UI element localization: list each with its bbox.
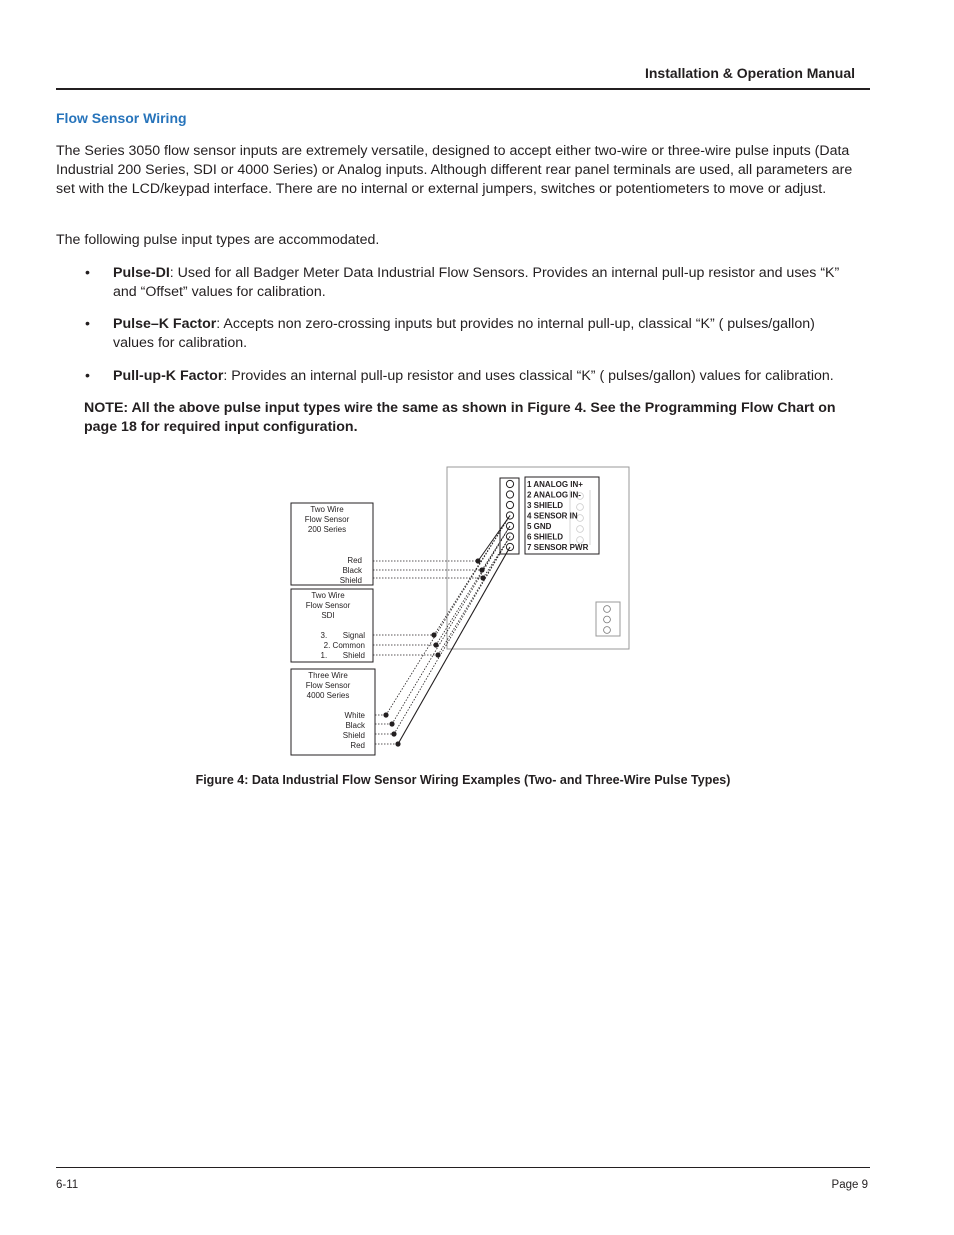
wire-label: Shield bbox=[339, 576, 362, 585]
bullet-dot: • bbox=[85, 265, 90, 281]
sensor-4000-title: 4000 Series bbox=[306, 691, 350, 700]
accommodated-paragraph: The following pulse input types are accommodated. bbox=[56, 232, 380, 248]
wire-label: Black bbox=[342, 566, 362, 575]
wire-label: Shield bbox=[342, 731, 365, 740]
terminal-label: 3 SHIELD bbox=[527, 501, 564, 510]
wires-200-series bbox=[373, 516, 510, 579]
terminal-label: 2 ANALOG IN- bbox=[527, 490, 581, 500]
wire-label: 3. Signal bbox=[320, 631, 365, 640]
bullet-text: : Used for all Badger Meter Data Industrial Flow Sensors. Provides an internal pull-up resistor and uses “K” and “Offset” values for calibration. bbox=[113, 265, 840, 300]
sensor-200-title: Two Wire bbox=[310, 505, 344, 514]
wire-label: 1. Shield bbox=[320, 651, 365, 660]
figure-caption: Figure 4: Data Industrial Flow Sensor Wiring Examples (Two- and Three-Wire Pulse Types) bbox=[195, 773, 731, 787]
bullet-dot: • bbox=[85, 316, 90, 332]
terminal-label: 4 SENSOR IN bbox=[527, 511, 578, 521]
section-title: Flow Sensor Wiring bbox=[56, 110, 187, 126]
bullet-text: : Accepts non zero-crossing inputs but provides no internal pull-up, classical “K” ( pulses/gallon) values for calibration. bbox=[113, 316, 815, 351]
sensor-4000-title: Three Wire bbox=[308, 671, 348, 680]
terminal-label: 5 GND bbox=[527, 522, 552, 531]
footer-document-code: 6-11 bbox=[56, 1179, 79, 1191]
intro-paragraph: The Series 3050 flow sensor inputs are extremely versatile, designed to accept either two-wire or three-wire pulse inputs (Data Industrial 200 Series, SDI or 4000 Series) or Analog inputs. Although different rear panel terminals are used, all parameters are set with the LCD/keypad interface. There are no internal or external jumpers, switches or potentiometers to move or adjust. bbox=[56, 143, 853, 197]
sensor-200-title: Flow Sensor bbox=[304, 515, 350, 524]
terminal-label: 6 SHIELD bbox=[527, 532, 564, 542]
terminal-label: 7 SENSOR PWR bbox=[527, 543, 589, 552]
sensor-sdi-title: SDI bbox=[321, 611, 335, 620]
bullet-term: Pull-up-K Factor bbox=[113, 368, 224, 384]
sensor-4000-title: Flow Sensor bbox=[305, 681, 351, 690]
bullet-dot: • bbox=[85, 368, 90, 384]
bullet-text: : Provides an internal pull-up resistor and uses classical “K” ( pulses/gallon) values for calibration. bbox=[223, 368, 834, 384]
wire-label: 2. Common bbox=[323, 641, 365, 650]
footer-rule bbox=[56, 1167, 870, 1168]
wire-label: Red bbox=[347, 556, 362, 565]
header-title: Installation & Operation Manual bbox=[644, 65, 855, 81]
note-paragraph: NOTE: All the above pulse input types wire the same as shown in Figure 4. See the Programming Flow Chart on page 18 for required input configuration. bbox=[84, 400, 836, 435]
bullet-term: Pulse-DI bbox=[113, 265, 170, 281]
bullet-term: Pulse–K Factor bbox=[113, 316, 217, 332]
wire-label: White bbox=[344, 711, 365, 720]
terminal-label: 1 ANALOG IN+ bbox=[527, 480, 583, 489]
wires-sdi bbox=[373, 516, 510, 656]
wire-label: Black bbox=[345, 721, 365, 730]
junction-dots bbox=[383, 558, 485, 746]
footer-page-number: Page 9 bbox=[831, 1179, 868, 1191]
sensor-sdi-title: Flow Sensor bbox=[305, 601, 351, 610]
wires-4000-series bbox=[375, 516, 510, 745]
sensor-200-title: 200 Series bbox=[307, 525, 347, 534]
wire-label: Red bbox=[350, 741, 365, 750]
sensor-sdi-title: Two Wire bbox=[311, 591, 345, 600]
